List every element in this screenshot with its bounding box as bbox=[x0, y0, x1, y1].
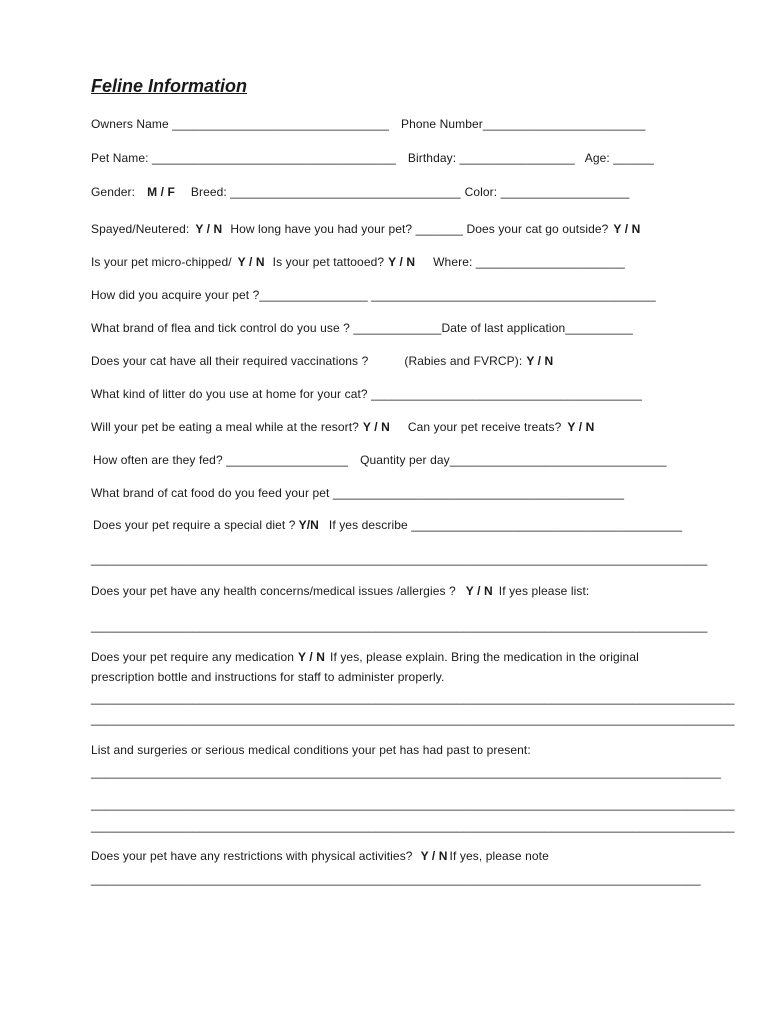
pet-name-field[interactable]: Pet Name: ____________________________________ bbox=[91, 151, 396, 165]
health-row bbox=[91, 583, 589, 599]
restrictions-blank-line[interactable]: __________________________________________________________________________________________ bbox=[91, 872, 701, 886]
diet-describe-field[interactable]: If yes describe ________________________________________ bbox=[328, 518, 683, 532]
treats-choice[interactable]: Y / N bbox=[567, 420, 595, 434]
spayed-label: Spayed/Neutered: bbox=[91, 222, 190, 236]
acquire-field[interactable]: How did you acquire your pet ?________________ __________________________________________ bbox=[91, 288, 656, 302]
surgeries-blank-line-1[interactable]: _____________________________________________________________________________________________ bbox=[91, 765, 721, 779]
outside-choice[interactable]: Y / N bbox=[613, 222, 641, 236]
medication-blank-line-2[interactable]: _______________________________________________________________________________________________ bbox=[91, 712, 735, 726]
health-blank-line[interactable]: ___________________________________________________________________________________________ bbox=[91, 619, 708, 633]
medication-explain-label: If yes, please explain. Bring the medication in the original bbox=[330, 650, 639, 664]
vaccinations-label: Does your cat have all their required vaccinations ? bbox=[91, 354, 369, 368]
flea-control-field[interactable]: What brand of flea and tick control do you use ? _____________Date of last application__________ bbox=[91, 321, 633, 335]
surgeries-blank-line-2[interactable]: _______________________________________________________________________________________________ bbox=[91, 797, 735, 811]
restrictions-choice[interactable]: Y / N bbox=[420, 849, 448, 863]
tattoo-label: Is your pet tattooed? bbox=[272, 255, 385, 269]
special-diet-row bbox=[93, 517, 682, 533]
medication-row bbox=[91, 649, 639, 665]
phone-number-field[interactable]: Phone Number________________________ bbox=[400, 117, 646, 131]
fed-frequency-field[interactable]: How often are they fed? __________________ bbox=[93, 453, 349, 467]
prescription-text: prescription bottle and instructions for staff to administer properly. bbox=[91, 670, 445, 684]
meal-choice[interactable]: Y / N bbox=[362, 420, 390, 434]
health-choice[interactable]: Y / N bbox=[465, 584, 493, 598]
chip-tattoo-row bbox=[91, 254, 625, 270]
form-title: Feline Information bbox=[91, 76, 248, 96]
food-brand-field[interactable]: What brand of cat food do you feed your pet ___________________________________________ bbox=[91, 486, 625, 500]
diet-blank-line[interactable]: ___________________________________________________________________________________________ bbox=[91, 552, 708, 566]
vaccinations-row bbox=[91, 353, 553, 369]
gender-choice[interactable]: M / F bbox=[147, 185, 175, 199]
health-list-label: If yes please list: bbox=[498, 584, 590, 598]
vaccinations-choice[interactable]: Y / N bbox=[526, 354, 554, 368]
breed-field[interactable]: Breed: __________________________________ bbox=[190, 185, 461, 199]
tattoo-choice[interactable]: Y / N bbox=[388, 255, 416, 269]
acquire-row bbox=[91, 287, 656, 303]
microchip-choice[interactable]: Y / N bbox=[237, 255, 265, 269]
how-long-field[interactable]: How long have you had your pet? _______ Does your cat go outside? bbox=[230, 222, 609, 236]
food-brand-row bbox=[91, 485, 624, 501]
special-diet-choice[interactable]: Y/N bbox=[298, 518, 319, 532]
color-field[interactable]: Color: ___________________ bbox=[464, 185, 630, 199]
pet-birthday-age-row bbox=[91, 150, 654, 166]
restrictions-label: Does your pet have any restrictions with physical activities? bbox=[91, 849, 413, 863]
age-field[interactable]: Age: ______ bbox=[584, 151, 654, 165]
birthday-field[interactable]: Birthday: _________________ bbox=[407, 151, 575, 165]
litter-row bbox=[91, 386, 642, 402]
surgeries-blank-line-3[interactable]: _______________________________________________________________________________________________ bbox=[91, 819, 735, 833]
flea-row bbox=[91, 320, 633, 336]
meal-label: Will your pet be eating a meal while at the resort? bbox=[91, 420, 359, 434]
fed-quantity-row bbox=[93, 452, 667, 468]
spayed-choice[interactable]: Y / N bbox=[195, 222, 223, 236]
medication-choice[interactable]: Y / N bbox=[298, 650, 326, 664]
litter-field[interactable]: What kind of litter do you use at home for your cat? ________________________________________ bbox=[91, 387, 643, 401]
owner-name-field[interactable]: Owners Name ________________________________ bbox=[91, 117, 389, 131]
spayed-row bbox=[91, 221, 640, 237]
owner-phone-row bbox=[91, 116, 645, 132]
quantity-field[interactable]: Quantity per day________________________________ bbox=[360, 453, 667, 467]
gender-label: Gender: bbox=[91, 185, 136, 199]
meal-treats-row bbox=[91, 419, 594, 435]
treats-label: Can your pet receive treats? bbox=[407, 420, 562, 434]
where-field[interactable]: Where: ______________________ bbox=[433, 255, 625, 269]
surgeries-label: List and surgeries or serious medical conditions your pet has had past to present: bbox=[91, 743, 531, 757]
restrictions-row bbox=[91, 848, 549, 864]
medication-blank-line-1[interactable]: _______________________________________________________________________________________________ bbox=[91, 691, 735, 705]
special-diet-label: Does your pet require a special diet ? bbox=[93, 518, 296, 532]
medication-label: Does your pet require any medication bbox=[91, 650, 295, 664]
health-label: Does your pet have any health concerns/medical issues /allergies ? bbox=[91, 584, 456, 598]
rabies-label: (Rabies and FVRCP): bbox=[404, 354, 523, 368]
gender-breed-color-row bbox=[91, 184, 629, 200]
microchip-label: Is your pet micro-chipped/ bbox=[91, 255, 232, 269]
restrictions-note-label: If yes, please note bbox=[449, 849, 549, 863]
